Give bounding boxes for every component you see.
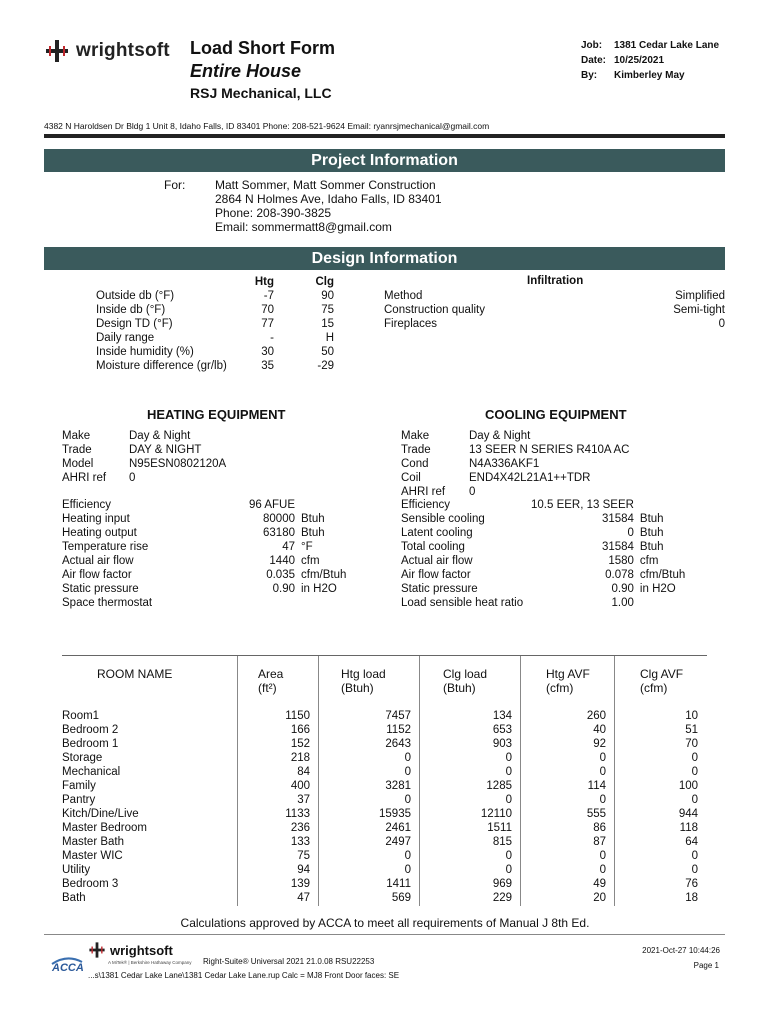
room-value-cell: 0 [599, 864, 606, 876]
table-row: Static pressure 0.90 in H2O [62, 583, 337, 595]
table-row: Make Day & Night [62, 430, 191, 442]
room-value-cell: 2461 [385, 822, 411, 834]
job-label: Job: [581, 40, 603, 51]
client-line: 2864 N Holmes Ave, Idaho Falls, ID 83401 [215, 192, 442, 206]
table-row: Daily range - H [96, 332, 334, 344]
rooms-table [62, 709, 698, 905]
report-subtitle: Entire House [190, 61, 302, 81]
room-value-cell: 0 [599, 850, 606, 862]
table-row [62, 709, 698, 723]
page-number: Page 1 [693, 961, 719, 970]
room-value-cell: 0 [691, 752, 698, 764]
table-row [62, 751, 698, 765]
acca-logo [50, 954, 84, 976]
room-value-cell: 166 [290, 724, 310, 736]
room-value-cell: 47 [297, 892, 310, 904]
room-value-cell: 0 [404, 766, 411, 778]
footer-tagline: A MiTek® | Berkshire Hathaway Company [108, 960, 192, 965]
table-row [62, 891, 698, 905]
table-row: Heating output 63180 Btuh [62, 527, 325, 539]
table-row [62, 779, 698, 793]
room-value-cell: 0 [505, 794, 512, 806]
room-value-cell: 0 [691, 794, 698, 806]
footer-brand-wordmark: wrightsoft [110, 942, 173, 958]
room-name-cell: Kitch/Dine/Live [62, 808, 139, 820]
room-value-cell: 3281 [385, 780, 411, 792]
room-value-cell: 0 [505, 752, 512, 764]
report-timestamp: 2021-Oct-27 10:44:26 [642, 946, 720, 955]
header-divider [44, 134, 725, 138]
room-name-cell: Bedroom 2 [62, 724, 119, 736]
software-version: Right-Suite® Universal 2021 21.0.08 RSU22253 [203, 957, 375, 966]
room-value-cell: 0 [691, 766, 698, 778]
table-row: Model N95ESN0802120A [62, 458, 227, 470]
room-value-cell: 152 [290, 738, 310, 750]
room-value-cell: 49 [593, 878, 606, 890]
table-row: Trade DAY & NIGHT [62, 444, 202, 456]
room-value-cell: 260 [586, 710, 606, 722]
cooling-equipment-title: COOLING EQUIPMENT [485, 407, 627, 422]
table-row: Space thermostat [62, 597, 153, 609]
table-row: Coil END4X42L21A1++TDR [401, 472, 591, 484]
table-row: Efficiency 10.5 EER, 13 SEER [401, 499, 634, 511]
room-value-cell: 0 [691, 864, 698, 876]
by-value: Kimberley May [614, 70, 685, 81]
room-name-cell: Room1 [62, 710, 100, 722]
room-value-cell: 37 [297, 794, 310, 806]
table-row: Inside db (°F) 70 75 [96, 304, 334, 316]
table-row: Inside humidity (%) 30 50 [96, 346, 334, 358]
room-value-cell: 100 [678, 780, 698, 792]
room-value-cell: 569 [391, 892, 411, 904]
room-value-cell: 87 [593, 836, 606, 848]
client-line: Phone: 208-390-3825 [215, 206, 332, 220]
room-value-cell: 229 [492, 892, 512, 904]
date-value: 10/25/2021 [614, 55, 665, 66]
project-info-banner: Project Information [44, 149, 725, 172]
room-value-cell: 0 [505, 850, 512, 862]
table-row: Actual air flow 1580 cfm [401, 555, 659, 567]
room-name-cell: Master WIC [62, 850, 123, 862]
room-value-cell: 0 [404, 864, 411, 876]
table-row: Load sensible heat ratio 1.00 [401, 597, 634, 609]
room-value-cell: 51 [685, 724, 698, 736]
room-value-cell: 0 [691, 850, 698, 862]
room-value-cell: 400 [290, 780, 310, 792]
room-value-cell: 0 [505, 766, 512, 778]
room-value-cell: 84 [297, 766, 310, 778]
room-value-cell: 944 [678, 808, 698, 820]
room-name-cell: Family [62, 780, 96, 792]
table-row: Air flow factor 0.035 cfm/Btuh [62, 569, 347, 581]
wrightsoft-logo [44, 38, 170, 64]
table-row [62, 877, 698, 891]
room-value-cell: 1285 [486, 780, 512, 792]
brand-wordmark: wrightsoft [76, 40, 170, 61]
job-info [581, 38, 719, 83]
table-row [62, 849, 698, 863]
room-value-cell: 903 [492, 738, 512, 750]
room-value-cell: 0 [599, 794, 606, 806]
project-file-path: ...s\1381 Cedar Lake Lane\1381 Cedar Lake Lane.rup Calc = MJ8 Front Door faces: SE [88, 971, 400, 980]
room-value-cell: 1411 [386, 878, 411, 890]
table-row [62, 863, 698, 877]
acca-approval-text: Calculations approved by ACCA to meet all requirements of Manual J 8th Ed. [180, 916, 590, 930]
infiltration-title: Infiltration [527, 275, 584, 287]
room-name-cell: Storage [62, 752, 103, 764]
for-label: For: [164, 178, 186, 192]
room-value-cell: 94 [297, 864, 310, 876]
room-value-cell: 555 [586, 808, 606, 820]
room-value-cell: 2497 [385, 836, 411, 848]
room-value-cell: 114 [587, 780, 606, 792]
col-htg-header: Htg [254, 276, 274, 288]
table-row: AHRI ref 0 [62, 472, 136, 484]
room-value-cell: 86 [593, 822, 606, 834]
room-value-cell: 18 [685, 892, 698, 904]
by-label: By: [581, 70, 598, 81]
client-line: Email: sommermatt8@gmail.com [215, 220, 392, 234]
room-value-cell: 218 [290, 752, 310, 764]
room-value-cell: 236 [290, 822, 310, 834]
room-value-cell: 76 [685, 878, 698, 890]
wrightsoft-cross-icon [88, 941, 106, 959]
table-row: Make Day & Night [401, 430, 531, 442]
room-value-cell: 10 [685, 710, 698, 722]
room-value-cell: 133 [290, 836, 310, 848]
table-row: Fireplaces 0 [384, 318, 725, 330]
room-value-cell: 2643 [385, 738, 411, 750]
room-value-cell: 12110 [480, 808, 512, 820]
room-name-cell: Master Bedroom [62, 822, 148, 834]
table-row: Latent cooling 0 Btuh [401, 527, 664, 539]
heating-specs-table [62, 498, 346, 610]
room-value-cell: 0 [599, 752, 606, 764]
room-value-cell: 20 [593, 892, 606, 904]
table-row [62, 835, 698, 849]
date-label: Date: [581, 55, 607, 66]
room-value-cell: 0 [505, 864, 512, 876]
room-value-cell: 969 [492, 878, 512, 890]
wrightsoft-cross-icon [44, 38, 70, 64]
room-value-cell: 134 [492, 710, 512, 722]
htg-load-header: Htg load (Btuh) [341, 667, 386, 695]
clg-avf-header: Clg AVF (cfm) [640, 667, 684, 695]
client-line: Matt Sommer, Matt Sommer Construction [215, 178, 436, 192]
room-name-cell: Bath [62, 892, 86, 904]
heating-equipment-title: HEATING EQUIPMENT [147, 407, 286, 422]
table-row: Total cooling 31584 Btuh [401, 541, 664, 553]
table-row [62, 737, 698, 751]
table-row: Outside db (°F) -7 90 [96, 290, 334, 302]
table-row: AHRI ref 0 [401, 486, 476, 498]
room-value-cell: 815 [492, 836, 512, 848]
table-row: Air flow factor 0.078 cfm/Btuh [401, 569, 686, 581]
room-value-cell: 92 [593, 738, 606, 750]
table-row: Sensible cooling 31584 Btuh [401, 513, 664, 525]
cooling-specs-table [401, 498, 685, 610]
room-value-cell: 1150 [285, 710, 310, 722]
job-value: 1381 Cedar Lake Lane [614, 40, 720, 51]
rooms-table-top-rule [62, 655, 707, 656]
table-row: Method Simplified [384, 290, 725, 302]
table-row [62, 723, 698, 737]
cooling-info-table [401, 429, 629, 499]
area-header: Area (ft²) [258, 667, 284, 695]
table-row: Static pressure 0.90 in H2O [401, 583, 676, 595]
room-value-cell: 0 [404, 752, 411, 764]
room-value-cell: 0 [599, 766, 606, 778]
acca-wordmark: ACCA [52, 962, 84, 974]
room-value-cell: 64 [685, 836, 698, 848]
room-value-cell: 0 [404, 850, 411, 862]
room-name-cell: Master Bath [62, 836, 124, 848]
room-value-cell: 118 [679, 822, 698, 834]
table-row: Design TD (°F) 77 15 [96, 318, 334, 330]
footer-wrightsoft-logo [88, 941, 173, 959]
room-value-cell: 1511 [487, 822, 512, 834]
room-value-cell: 0 [404, 794, 411, 806]
table-row: Trade 13 SEER N SERIES R410A AC [401, 444, 630, 456]
table-row: Moisture difference (gr/lb) 35 -29 [96, 360, 334, 372]
room-name-cell: Bedroom 3 [62, 878, 119, 890]
table-row: Efficiency 96 AFUE [62, 499, 295, 511]
room-value-cell: 1133 [285, 808, 310, 820]
company-address: 4382 N Haroldsen Dr Bldg 1 Unit 8, Idaho Falls, ID 83401 Phone: 208-521-9624 Email: ryanrsjmechanical@gmail.com [44, 121, 490, 131]
room-value-cell: 75 [297, 850, 310, 862]
table-row [62, 793, 698, 807]
company-name: RSJ Mechanical, LLC [190, 85, 332, 101]
footer-divider [44, 934, 725, 935]
design-conditions-table [96, 275, 334, 373]
room-value-cell: 70 [685, 738, 698, 750]
room-value-cell: 139 [290, 878, 310, 890]
room-name-cell: Utility [62, 864, 91, 876]
htg-avf-header: Htg AVF (cfm) [546, 667, 590, 695]
room-name-cell: Pantry [62, 794, 96, 806]
table-row [62, 765, 698, 779]
room-name-header: ROOM NAME [97, 667, 173, 681]
room-value-cell: 653 [492, 724, 512, 736]
report-title: Load Short Form [190, 38, 335, 58]
room-value-cell: 7457 [385, 710, 411, 722]
table-row: Actual air flow 1440 cfm [62, 555, 320, 567]
table-row [62, 807, 698, 821]
room-value-cell: 1152 [386, 724, 411, 736]
client-info [215, 178, 442, 234]
room-name-cell: Mechanical [62, 766, 121, 778]
heating-info-table [62, 429, 226, 485]
room-value-cell: 40 [593, 724, 606, 736]
table-row: Heating input 80000 Btuh [62, 513, 325, 525]
col-clg-header: Clg [315, 276, 334, 288]
table-row: Construction quality Semi-tight [384, 304, 725, 316]
infiltration-table [384, 289, 725, 331]
table-row [62, 821, 698, 835]
design-info-banner: Design Information [44, 247, 725, 270]
room-value-cell: 15935 [379, 808, 411, 820]
table-row: Cond N4A336AKF1 [401, 458, 540, 470]
clg-load-header: Clg load (Btuh) [443, 667, 488, 695]
room-name-cell: Bedroom 1 [62, 738, 119, 750]
table-row: Temperature rise 47 °F [62, 541, 313, 553]
